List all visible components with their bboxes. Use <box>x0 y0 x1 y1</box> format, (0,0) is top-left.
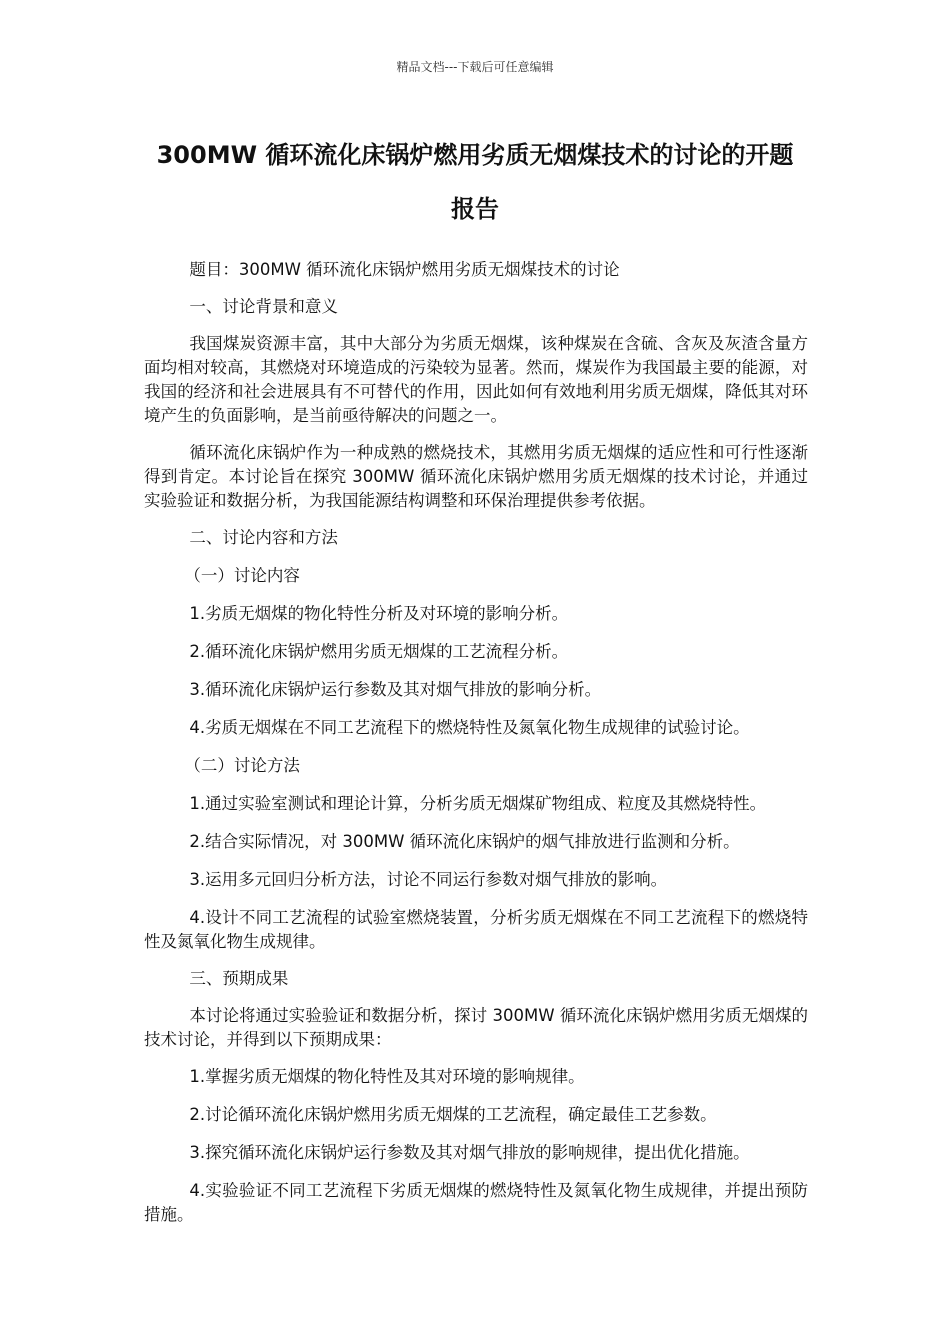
document-body <box>144 258 808 1240</box>
method-item-2: 2.结合实际情况，对 300MW 循环流化床锅炉的烟气排放进行监测和分析。 <box>189 832 740 851</box>
content-item-1: 1.劣质无烟煤的物化特性分析及对环境的影响分析。 <box>189 604 569 623</box>
outcome-item-2: 2.讨论循环流化床锅炉燃用劣质无烟煤的工艺流程，确定最佳工艺参数。 <box>189 1105 717 1124</box>
title-line-1: 300MW 循环流化床锅炉燃用劣质无烟煤技术的讨论的开题 <box>156 141 794 169</box>
section-heading-content-method: 二、讨论内容和方法 <box>189 528 338 547</box>
outcome-item-4: 4.实验验证不同工艺流程下劣质无烟煤的燃烧特性及氮氧化物生成规律，并提出预防措施。 <box>144 1181 808 1224</box>
outcome-item-3: 3.探究循环流化床锅炉运行参数及其对烟气排放的影响规律，提出优化措施。 <box>189 1143 750 1162</box>
topic-line: 题目：300MW 循环流化床锅炉燃用劣质无烟煤技术的讨论 <box>189 260 620 279</box>
subheading-content: （一）讨论内容 <box>184 566 300 585</box>
content-item-4: 4.劣质无烟煤在不同工艺流程下的燃烧特性及氮氧化物生成规律的试验讨论。 <box>189 718 750 737</box>
content-item-3: 3.循环流化床锅炉运行参数及其对烟气排放的影响分析。 <box>189 680 602 699</box>
method-item-1: 1.通过实验室测试和理论计算，分析劣质无烟煤矿物组成、粒度及其燃烧特性。 <box>189 794 767 813</box>
header-note: 精品文档---下载后可任意编辑 <box>396 60 554 74</box>
content-item-2: 2.循环流化床锅炉燃用劣质无烟煤的工艺流程分析。 <box>189 642 569 661</box>
method-item-3: 3.运用多元回归分析方法，讨论不同运行参数对烟气排放的影响。 <box>189 870 668 889</box>
document-title <box>130 128 820 236</box>
outcome-item-1: 1.掌握劣质无烟煤的物化特性及其对环境的影响规律。 <box>189 1067 585 1086</box>
section-heading-background: 一、讨论背景和意义 <box>189 297 338 316</box>
background-paragraph-2: 循环流化床锅炉作为一种成熟的燃烧技术，其燃用劣质无烟煤的适应性和可行性逐渐得到肯定。本讨论旨在探究 300MW 循环流化床锅炉燃用劣质无烟煤的技术讨论，并通过实验验证和数据分析，为我国能源结构调整和环保治理提供参考依据。 <box>144 443 808 510</box>
subheading-method: （二）讨论方法 <box>184 756 300 775</box>
title-line-2: 报告 <box>451 195 499 223</box>
section-heading-outcomes: 三、预期成果 <box>189 969 289 988</box>
method-item-4: 4.设计不同工艺流程的试验室燃烧装置，分析劣质无烟煤在不同工艺流程下的燃烧特性及氮氧化物生成规律。 <box>144 908 808 951</box>
background-paragraph-1: 我国煤炭资源丰富，其中大部分为劣质无烟煤，该种煤炭在含硫、含灰及灰渣含量方面均相对较高，其燃烧对环境造成的污染较为显著。然而，煤炭作为我国最主要的能源，对我国的经济和社会进展具有不可替代的作用，因此如何有效地利用劣质无烟煤，降低其对环境产生的负面影响，是当前亟待解决的问题之一。 <box>144 334 808 425</box>
outcomes-intro: 本讨论将通过实验验证和数据分析，探讨 300MW 循环流化床锅炉燃用劣质无烟煤的技术讨论，并得到以下预期成果： <box>144 1006 808 1049</box>
